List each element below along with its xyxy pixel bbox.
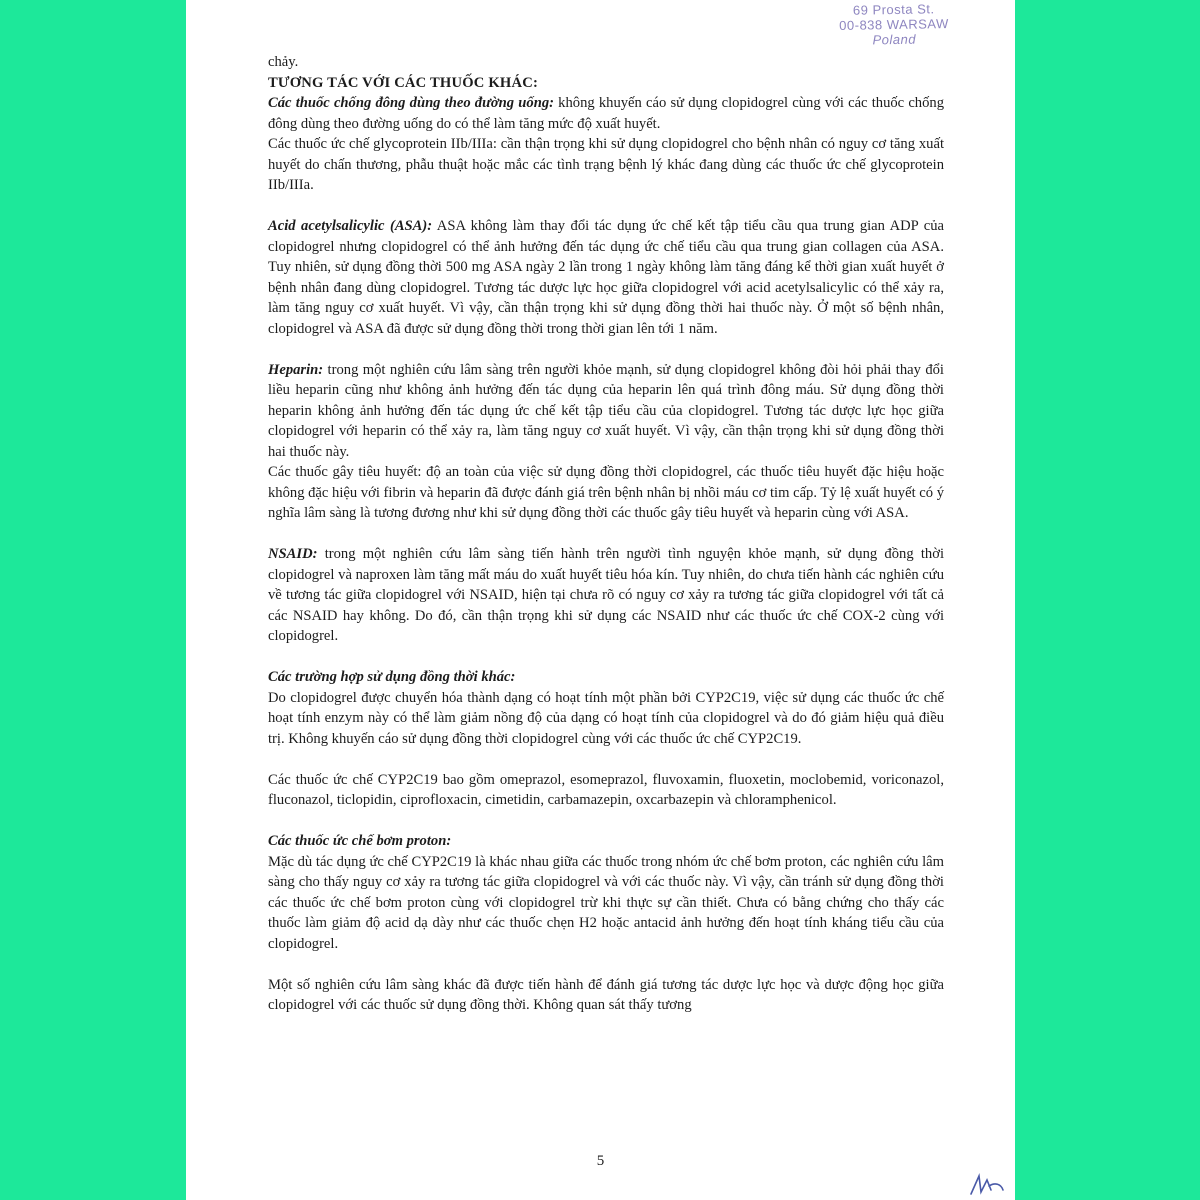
stamp-street: 69 Prosta St. xyxy=(852,1,935,18)
document-body xyxy=(268,52,944,1016)
spacer xyxy=(268,339,944,360)
subheading-asa: Acid acetylsalicylic (ASA): xyxy=(268,218,433,234)
address-stamp xyxy=(819,1,970,49)
subheading-nsaid: NSAID: xyxy=(268,546,318,562)
lead-text: chảy. xyxy=(268,54,299,70)
spacer xyxy=(268,647,944,668)
paragraph-asa xyxy=(268,216,944,339)
paragraph-text: không khuyến cáo sử dụng clopidogrel cùng với các thuốc chống đông dùng theo đường uống do có thể làm tăng mức độ xuất huyết. xyxy=(268,95,944,132)
paragraph-nsaid xyxy=(268,544,944,647)
subheading-ppi: Các thuốc ức chế bơm proton: xyxy=(268,833,452,849)
paragraph-cyp2c19-list: Các thuốc ức chế CYP2C19 bao gồm omeprazol, esomeprazol, fluvoxamin, fluoxetin, moclobemid, voriconazol, fluconazol, ticlopidin, ciprofloxacin, cimetidin, carbamazepin, oxcarbazepin và chloramphenicol. xyxy=(268,771,944,808)
page-number: 5 xyxy=(596,1153,605,1169)
subheading-oral-anticoagulants: Các thuốc chống đông dùng theo đường uống: xyxy=(268,95,554,111)
paragraph-heparin xyxy=(268,360,944,463)
paragraph-text: trong một nghiên cứu lâm sàng trên người khỏe mạnh, sử dụng clopidogrel không đòi hỏi phải thay đổi liều heparin cũng như không ảnh hưởng đến tác dụng của heparin lên quá trình đông máu. Sử dụng đồng thời heparin không ảnh hưởng đến tác dụng ức chế kết tập tiểu cầu của clopidogrel. Tương tác dược lực học giữa clopidogrel với heparin có thể xảy ra, làm tăng nguy cơ xuất huyết. Vì vậy, cần thận trọng khi sử dụng đồng thời hai thuốc này. xyxy=(268,361,944,460)
spacer xyxy=(268,749,944,770)
paragraph-ppi: Mặc dù tác dụng ức chế CYP2C19 là khác nhau giữa các thuốc trong nhóm ức chế bơm proton, các nghiên cứu lâm sàng cho thấy nguy cơ xảy ra tương tác giữa clopidogrel và với các thuốc này. Vì vậy, cần tránh sử dụng đồng thời các thuốc ức chế bơm proton cùng với clopidogrel trừ khi thực sự cần thiết. Chưa có bằng chứng cho thấy các thuốc làm giảm độ acid dạ dày như các thuốc chẹn H2 hoặc antacid ảnh hưởng đến hoạt tính kháng tiểu cầu của clopidogrel. xyxy=(268,853,944,952)
document-page xyxy=(186,0,1015,1200)
spacer xyxy=(268,811,944,832)
spacer xyxy=(268,196,944,217)
signature-mark-icon xyxy=(967,1168,1007,1198)
section-heading: TƯƠNG TÁC VỚI CÁC THUỐC KHÁC: xyxy=(268,74,538,91)
subheading-other-concomitant: Các trường hợp sử dụng đồng thời khác: xyxy=(268,669,516,685)
paragraph-text: trong một nghiên cứu lâm sàng tiến hành trên người tình nguyện khỏe mạnh, sử dụng đồng thời clopidogrel và naproxen làm tăng mất máu do xuất huyết tiêu hóa kín. Tuy nhiên, do chưa tiến hành các nghiên cứu về tương tác giữa clopidogrel với NSAID, hiện tại chưa rõ có nguy cơ xảy ra tương tác giữa clopidogrel với tất cả các NSAID hay không. Do đó, cần thận trọng khi sử dụng các NSAID như các thuốc ức chế COX-2 cùng với clopidogrel. xyxy=(268,546,944,644)
stamp-country: Poland xyxy=(872,31,917,48)
paragraph-oral-anticoagulants xyxy=(268,93,944,134)
subheading-heparin: Heparin: xyxy=(268,361,324,378)
paragraph-cyp2c19: Do clopidogrel được chuyển hóa thành dạng có hoạt tính một phần bởi CYP2C19, việc sử dụng các thuốc ức chế hoạt tính enzym này có thể làm giảm nồng độ của dạng có hoạt tính của clopidogrel và do đó giảm hiệu quả điều trị. Không khuyến cáo sử dụng đồng thời clopidogrel cùng với các thuốc ức chế CYP2C19. xyxy=(268,689,944,747)
paragraph-text: ASA không làm thay đổi tác dụng ức chế kết tập tiểu cầu qua trung gian ADP của clopidogrel nhưng clopidogrel có thể ảnh hưởng đến tác dụng ức chế tiểu cầu qua trung gian collagen của ASA. Tuy nhiên, sử dụng đồng thời 500 mg ASA ngày 2 lần trong 1 ngày không làm tăng đáng kể thời gian xuất huyết ở bệnh nhân đang dùng clopidogrel. Tương tác dược lực học giữa clopidogrel với acid acetylsalicylic có thể xảy ra, làm tăng nguy cơ xuất huyết. Vì vậy, cần thận trọng khi sử dụng đồng thời hai thuốc này. Ở một số bệnh nhân, clopidogrel và ASA đã được sử dụng đồng thời trong thời gian lên tới 1 năm. xyxy=(268,218,944,337)
paragraph-glycoprotein: Các thuốc ức chế glycoprotein IIb/IIIa: cần thận trọng khi sử dụng clopidogrel cho bệnh nhân có nguy cơ tăng xuất huyết do chấn thương, phẫu thuật hoặc mắc các tình trạng bệnh lý khác đang dùng các thuốc ức chế glycoprotein IIb/IIIa. xyxy=(268,136,944,193)
spacer xyxy=(268,954,944,975)
stamp-city: 00-838 WARSAW xyxy=(839,16,949,33)
spacer xyxy=(268,524,944,545)
paragraph-other-studies: Một số nghiên cứu lâm sàng khác đã được tiến hành để đánh giá tương tác dược lực học và dược động học giữa clopidogrel với các thuốc sử dụng đồng thời. Không quan sát thấy tương xyxy=(268,976,944,1013)
paragraph-thrombolytics: Các thuốc gây tiêu huyết: độ an toàn của việc sử dụng đồng thời clopidogrel, các thuốc tiêu huyết đặc hiệu hoặc không đặc hiệu với fibrin và heparin đã được đánh giá trên bệnh nhân bị nhồi máu cơ tim cấp. Tỷ lệ xuất huyết có ý nghĩa lâm sàng là tương đương như khi sử dụng đồng thời các thuốc gây tiêu huyết và heparin cùng với ASA. xyxy=(268,464,944,521)
